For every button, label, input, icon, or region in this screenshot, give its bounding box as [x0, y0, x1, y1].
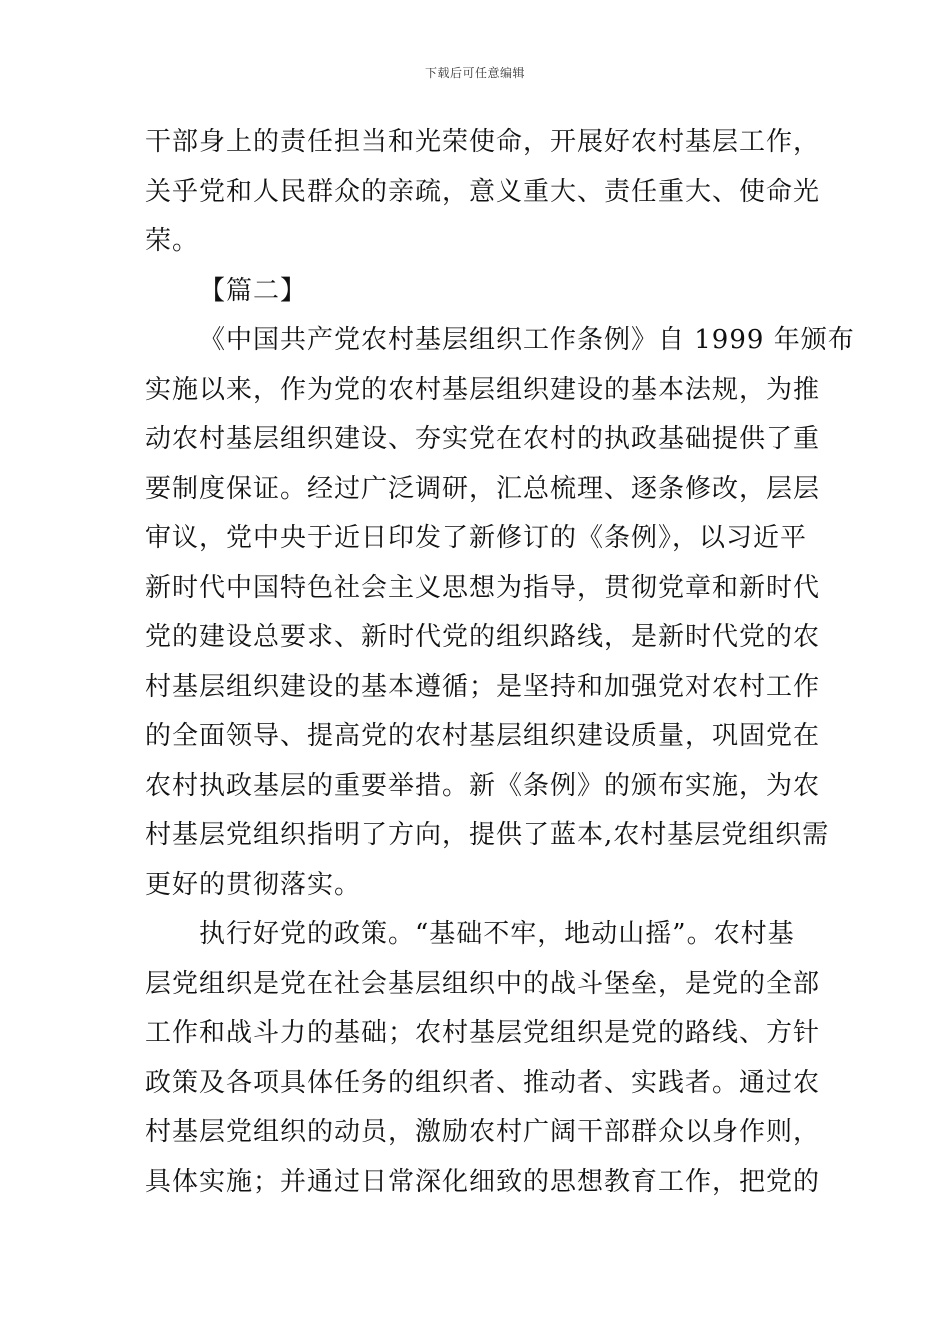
document-body	[145, 118, 855, 1207]
section-heading: 【篇二】	[199, 275, 308, 306]
text-line: 层党组织是党在社会基层组织中的战斗堡垒，是党的全部	[145, 968, 821, 999]
text-line: 具体实施；并通过日常深化细致的思想教育工作，把党的	[145, 1166, 821, 1197]
text-line: 关乎党和人民群众的亲疏，意义重大、责任重大、使命光	[145, 176, 821, 207]
text-line: 村基层党组织指明了方向，提供了蓝本,农村基层党组织需	[145, 820, 830, 850]
text-line: 村基层组织建设的基本遵循；是坚持和加强党对农村工作	[145, 671, 821, 702]
text-line: 政策及各项具体任务的组织者、推动者、实践者。通过农	[145, 1067, 821, 1098]
text-line: 干部身上的责任担当和光荣使命，开展好农村基层工作，	[145, 127, 821, 157]
text-line: 党的建设总要求、新时代党的组织路线，是新时代党的农	[145, 622, 821, 652]
text-line: 实施以来，作为党的农村基层组织建设的基本法规，为推	[145, 374, 821, 405]
text-line: 更好的贯彻落实。	[145, 869, 362, 900]
text-line: 村基层党组织的动员，激励农村广阔干部群众以身作则，	[145, 1117, 821, 1147]
text-line: 动农村基层组织建设、夯实党在农村的执政基础提供了重	[145, 424, 821, 454]
page-header: 下载后可任意编辑	[424, 66, 525, 80]
text-line: 新时代中国特色社会主义思想为指导，贯彻党章和新时代	[145, 572, 821, 603]
text-line: 执行好党的政策。“基础不牢，地动山摇”。农村基	[199, 919, 795, 949]
text-line: 农村执政基层的重要举措。新《条例》的颁布实施，为农	[145, 770, 821, 801]
text-line: 荣。	[145, 226, 200, 256]
text-line: 工作和战斗力的基础；农村基层党组织是党的路线、方针	[145, 1018, 821, 1048]
text-line: 要制度保证。经过广泛调研，汇总梳理、逐条修改，层层	[145, 473, 821, 504]
text-line: 《中国共产党农村基层组织工作条例》自 1999 年颁布	[199, 325, 855, 355]
text-line: 的全面领导、提高党的农村基层组织建设质量，巩固党在	[145, 721, 821, 751]
text-line: 审议，党中央于近日印发了新修订的《条例》，以习近平	[145, 523, 808, 553]
